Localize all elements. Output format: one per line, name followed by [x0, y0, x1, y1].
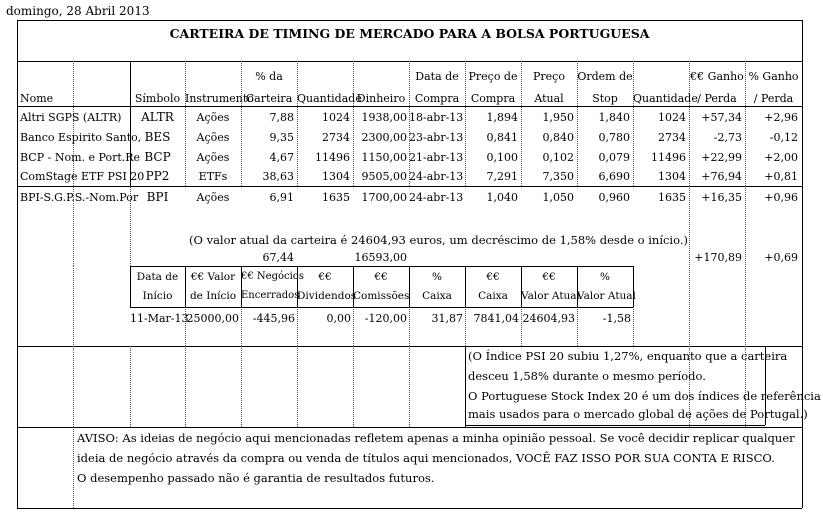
sum-col-negocios: €€ Negócios	[241, 271, 304, 282]
sum-col-dividendos: €€	[318, 271, 332, 283]
col-data-compra-2: Compra	[414, 92, 460, 105]
cell-data: 24-abr-13	[409, 170, 464, 183]
psi-note-line: desceu 1,58% durante o mesmo período.	[468, 369, 706, 383]
cell-simbolo: BES	[144, 130, 171, 144]
cell-dinheiro: 1150,00	[361, 151, 407, 164]
cell-ganho-pct: +0,96	[764, 191, 798, 204]
cell-ganho: +16,35	[701, 191, 742, 204]
cell-pct: 7,88	[269, 111, 294, 124]
col-preco-compra-2: Compra	[470, 92, 516, 105]
sum-pct-caixa: 31,87	[431, 312, 463, 325]
sum-col-pct-caixa-2: Caixa	[422, 290, 452, 302]
col-preco-atual: Preço	[533, 70, 565, 83]
cell-stop: 6,690	[598, 170, 630, 183]
cell-pct: 9,35	[269, 131, 294, 144]
col-ordem-stop-2: Stop	[592, 92, 618, 105]
sum-col-negocios-2: Encerrados	[241, 290, 300, 301]
cell-simbolo: BCP	[144, 150, 171, 164]
cell-pcompra: 0,841	[486, 131, 518, 144]
cell-nome: BPI-S.G.P.S.-Nom.Por	[20, 191, 139, 204]
sum-col-pct-caixa: %	[432, 271, 442, 283]
cell-data: 18-abr-13	[409, 111, 464, 124]
cell-dinheiro: 1700,00	[361, 191, 407, 204]
sum-col-valor-atual-2: Valor Atual	[521, 290, 580, 302]
psi-note-line: mais usados para o mercado global de ações de Portugal.)	[468, 407, 808, 421]
cell-qtd: 1304	[322, 170, 350, 183]
cell-qtd: 1635	[322, 191, 350, 204]
cell-qtd: 11496	[315, 151, 350, 164]
cell-pct: 4,67	[269, 151, 294, 164]
cell-stop: 1,840	[598, 111, 630, 124]
total-dinheiro: 16593,00	[354, 251, 407, 264]
cell-nome: ComStage ETF PSI 20	[20, 170, 145, 183]
cell-instrumento: Ações	[196, 131, 230, 144]
cell-stop: 0,780	[598, 131, 630, 144]
sum-valor-inicio: 25000,00	[186, 312, 239, 325]
date-label: domingo, 28 Abril 2013	[6, 4, 150, 18]
cell-simbolo: PP2	[145, 169, 170, 183]
sum-data-inicio: 11-Mar-13	[130, 312, 189, 325]
cell-ganho: -2,73	[713, 131, 742, 144]
cell-pct: 38,63	[262, 170, 294, 183]
cell-patual: 0,840	[542, 131, 574, 144]
cell-patual: 0,102	[542, 151, 574, 164]
cell-pcompra: 0,100	[486, 151, 518, 164]
sum-valor-atual: 24604,93	[522, 312, 575, 325]
cell-ganho: +76,94	[701, 170, 742, 183]
disclaimer-line: AVISO: As ideias de negócio aqui mencionadas refletem apenas a minha opinião pessoal. Se você decidir replicar qualquer	[77, 431, 795, 445]
col-dinheiro: Dinheiro	[356, 92, 406, 105]
cell-qtd2: 2734	[658, 131, 686, 144]
psi-note-line: (O Índice PSI 20 subiu 1,27%, enquanto que a carteira	[468, 349, 788, 363]
col-pct-carteira-2: Carteira	[245, 92, 293, 105]
sum-col-pct-valor-2: Valor Atual	[577, 290, 636, 302]
cell-pcompra: 7,291	[486, 170, 518, 183]
cell-pcompra: 1,040	[486, 191, 518, 204]
disclaimer-line: ideia de negócio através da compra ou venda de títulos aqui mencionados, VOCÊ FAZ ISSO POR SUA CONTA E RISCO.	[77, 451, 775, 465]
cell-simbolo: BPI	[146, 190, 169, 204]
cell-pct: 6,91	[269, 191, 294, 204]
sum-col-data-inicio: Data de	[136, 271, 179, 283]
cell-stop: 0,079	[598, 151, 630, 164]
col-ganho-pct: % Ganho	[748, 70, 799, 83]
col-preco-atual-2: Atual	[534, 92, 564, 105]
sum-comissoes: -120,00	[364, 312, 407, 325]
sum-col-data-inicio-2: Início	[142, 290, 173, 302]
total-pct: 67,44	[262, 251, 294, 264]
disclaimer-line: O desempenho passado não é garantia de resultados futuros.	[77, 471, 435, 485]
cell-dinheiro: 9505,00	[361, 170, 407, 183]
cell-ganho-pct: -0,12	[769, 131, 798, 144]
col-quantidade: Quantidade	[297, 92, 362, 105]
cell-qtd: 2734	[322, 131, 350, 144]
sum-col-caixa: €€	[486, 271, 500, 283]
cell-qtd2: 1304	[658, 170, 686, 183]
cell-patual: 1,050	[542, 191, 574, 204]
cell-ganho-pct: +2,00	[764, 151, 798, 164]
sum-col-comissoes: €€	[374, 271, 388, 283]
cell-instrumento: ETFs	[198, 170, 228, 183]
col-pct-carteira: % da	[255, 70, 283, 83]
cell-qtd: 1024	[322, 111, 350, 124]
cell-data: 24-abr-13	[409, 191, 464, 204]
col-preco-compra: Preço de	[468, 70, 518, 83]
sum-col-pct-valor: %	[600, 271, 610, 283]
sum-pct-valor: -1,58	[602, 312, 631, 325]
cell-nome: Altri SGPS (ALTR)	[20, 111, 122, 124]
col-nome: Nome	[20, 92, 54, 105]
sum-col-dividendos-2: Dividendos	[297, 290, 357, 302]
sum-col-valor-inicio-2: de Início	[189, 290, 237, 302]
sum-dividendos: 0,00	[326, 312, 351, 325]
cell-instrumento: Ações	[196, 151, 230, 164]
psi-note-line: O Portuguese Stock Index 20 é um dos índices de referência	[468, 389, 821, 403]
cell-patual: 7,350	[542, 170, 574, 183]
cell-nome: Banco Espirito Santo,	[20, 131, 142, 144]
cell-qtd2: 1635	[658, 191, 686, 204]
sum-col-valor-inicio: €€ Valor	[190, 271, 236, 283]
cell-dinheiro: 2300,00	[361, 131, 407, 144]
total-ganho-pct: +0,69	[764, 251, 798, 264]
sheet-title: CARTEIRA DE TIMING DE MERCADO PARA A BOLSA PORTUGUESA	[169, 26, 650, 41]
cell-ganho: +22,99	[701, 151, 742, 164]
col-instrumento: Instrumento	[185, 92, 254, 105]
sum-negocios: -445,96	[252, 312, 295, 325]
cell-ganho: +57,34	[701, 111, 742, 124]
cell-qtd2: 11496	[651, 151, 686, 164]
col-quantidade-2: Quantidade	[633, 92, 698, 105]
cell-patual: 1,950	[542, 111, 574, 124]
cell-instrumento: Ações	[196, 191, 230, 204]
sum-col-caixa-2: Caixa	[478, 290, 508, 302]
col-ganho-pct-2: / Perda	[753, 92, 794, 105]
cell-data: 21-abr-13	[409, 151, 464, 164]
cell-qtd2: 1024	[658, 111, 686, 124]
col-data-compra: Data de	[415, 70, 459, 83]
col-ordem-stop: Ordem de	[577, 70, 633, 83]
cell-instrumento: Ações	[196, 111, 230, 124]
cell-simbolo: ALTR	[141, 110, 174, 124]
sum-col-valor-atual: €€	[542, 271, 556, 283]
col-ganho-eur: €€ Ganho	[690, 70, 744, 83]
cell-pcompra: 1,894	[486, 111, 518, 124]
col-ganho-eur-2: / Perda	[697, 92, 737, 105]
cell-ganho-pct: +2,96	[764, 111, 798, 124]
col-simbolo: Símbolo	[134, 92, 181, 105]
cell-ganho-pct: +0,81	[764, 170, 798, 183]
sum-caixa: 7841,04	[473, 312, 519, 325]
cell-dinheiro: 1938,00	[361, 111, 407, 124]
cell-data: 23-abr-13	[409, 131, 464, 144]
cell-nome: BCP - Nom. e Port.Re	[20, 151, 141, 164]
sum-col-comissoes-2: Comissões	[353, 290, 410, 302]
total-ganho: +170,89	[694, 251, 742, 264]
cell-stop: 0,960	[598, 191, 630, 204]
portfolio-value-note: (O valor atual da carteira é 24604,93 euros, um decréscimo de 1,58% desde o início.)	[189, 233, 688, 247]
